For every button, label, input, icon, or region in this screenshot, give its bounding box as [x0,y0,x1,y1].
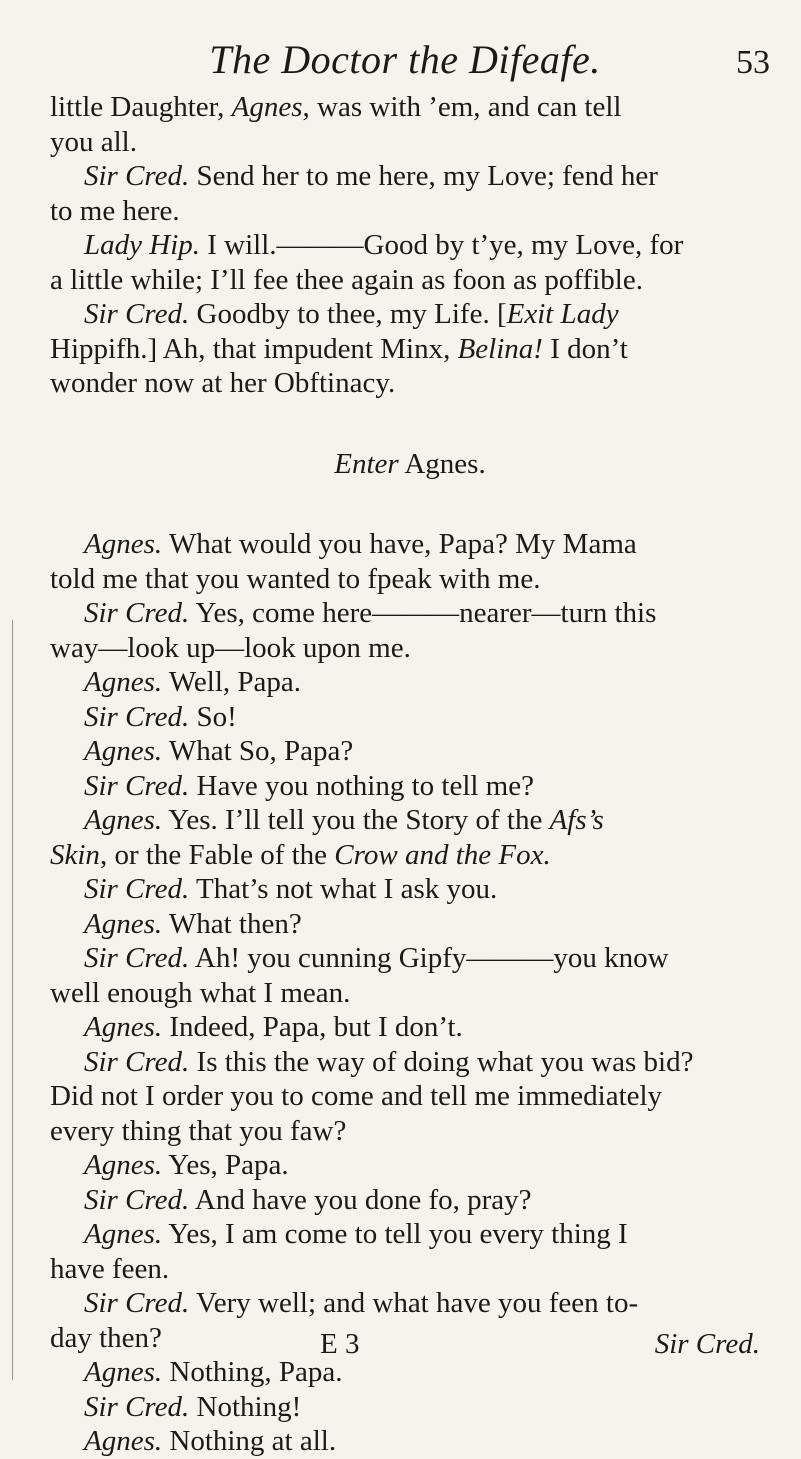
speaker-name: Sir Cred. [84,597,190,629]
dialogue-line [50,907,770,942]
dialogue-line [50,665,770,700]
running-title: The Doctor the Difeafe. [209,37,601,82]
speech-text: What would you have, Papa? My Mama [162,528,637,560]
catchword: Sir Cred. [654,1328,760,1360]
speech-text: Indeed, Papa, but I don’t. [162,1011,463,1043]
speaker-name: Sir Cred. [84,1183,190,1216]
text-span: little Daughter, [50,91,232,123]
title-italic: Crow and the Fox. [334,838,551,871]
text-line: a little while; I’ll fee thee again as foon as poffible. [50,263,643,296]
speech-text: Yes, I am come to tell you every thing I [162,1218,628,1250]
spacer [50,481,770,527]
speech-text: Well, Papa. [162,666,302,698]
name-italic: Agnes [231,91,303,123]
dialogue-line [50,1045,770,1080]
text-span: Agnes. [398,447,486,480]
dialogue-line [50,527,770,562]
speaker-name: Agnes. [84,1149,163,1181]
text-line [50,90,770,125]
title-italic: Afs’s [549,804,604,836]
text-line: Did not I order you to come and tell me immediately [50,1080,663,1112]
speaker-name: Sir Cred. [84,942,190,974]
dialogue-line [50,941,770,976]
dialogue-line [50,1148,770,1183]
speech-text: Nothing at all. [162,1425,337,1457]
text-span: , or the Fable of the [99,838,335,871]
speaker-name: Sir Cred. [84,1045,190,1078]
speaker-name: Sir Cred. [84,298,190,330]
dialogue-line [50,769,770,804]
dialogue-line [50,1217,770,1252]
speech-text: That’s not what I ask you. [189,873,498,905]
text-line: wonder now at her Obftinacy. [50,367,396,399]
speaker-name: Sir Cred. [84,769,190,802]
title-italic: Skin [50,838,100,871]
page-footer [50,1328,770,1368]
speaker-name: Sir Cred. [84,700,190,733]
speaker-name: Agnes. [84,1011,163,1043]
speech-text: Nothing! [189,1390,302,1423]
dialogue-line [50,596,770,631]
text-span: I don’t [542,332,628,365]
text-line [50,838,770,873]
speaker-name: Agnes. [84,735,163,767]
dialogue-line [50,700,770,735]
speaker-name: Sir Cred. [84,1390,190,1423]
speaker-name: Agnes. [84,1356,163,1388]
dialogue-line [50,297,770,332]
speaker-name: Sir Cred. [84,873,190,905]
speaker-name: Agnes. [84,907,163,940]
text-line: day then? [50,1321,162,1354]
speech-text: Goodby to thee, my Life. [ [189,298,507,330]
dialogue-line [50,1183,770,1218]
speech-text: I will.———Good by t’ye, my Love, for [200,229,684,261]
speech-text: Yes. I’ll tell you the Story of the [162,804,550,836]
speech-text: What So, Papa? [162,735,354,767]
speaker-name: Sir Cred. [84,1287,190,1319]
signature-mark: E 3 [320,1328,360,1360]
stage-direction: Enter [334,447,399,480]
text-line [50,332,770,367]
speaker-name: Agnes. [84,1425,163,1457]
stage-direction-line [50,447,770,482]
speaker-name: Agnes. [84,528,163,560]
dialogue-line [50,159,770,194]
speech-text: So! [189,700,237,733]
speech-text: Very well; and what have you feen to- [189,1287,639,1319]
stage-direction: Exit Lady [506,298,619,330]
name-italic: Belina! [457,332,543,365]
spacer [50,401,770,447]
text-span: , was with ’em, and can tell [302,91,622,123]
dialogue-line [50,1390,770,1425]
speech-text: Nothing, Papa. [162,1356,343,1388]
body-text [50,90,770,1459]
speaker-name: Agnes. [84,804,163,836]
text-line: told me that you wanted to fpeak with me. [50,562,541,595]
dialogue-line [50,1286,770,1321]
speaker-name: Agnes. [84,666,163,698]
dialogue-line [50,1424,770,1459]
text-line: have feen. [50,1252,170,1285]
speech-text: Is this the way of doing what you was bid? [189,1045,694,1078]
dialogue-line [50,1010,770,1045]
speaker-name: Sir Cred. [84,160,190,192]
speech-text: What then? [162,907,302,940]
page-number: 53 [736,44,770,81]
speaker-name: Lady Hip. [84,229,200,261]
text-line: well enough what I mean. [50,976,351,1009]
text-line: every thing that you faw? [50,1114,347,1147]
text-line: you all. [50,125,137,158]
speech-text: Yes, Papa. [162,1149,289,1181]
dialogue-line [50,872,770,907]
margin-rule [12,620,13,1380]
text-line: to me here. [50,194,180,227]
dialogue-line [50,734,770,769]
text-line: way—look up—look upon me. [50,631,411,664]
running-header [40,36,770,92]
speaker-name: Agnes. [84,1218,163,1250]
text-span: Hippifh.] Ah, that impudent Minx, [50,332,458,365]
speech-text: And have you done fo, pray? [189,1183,532,1216]
dialogue-line [50,228,770,263]
speech-text: Have you nothing to tell me? [189,769,534,802]
speech-text: Yes, come here———nearer—turn this [189,597,657,629]
dialogue-line [50,803,770,838]
speech-text: Ah! you cunning Gipfy———you know [189,942,669,974]
speech-text: Send her to me here, my Love; fend her [189,160,658,192]
